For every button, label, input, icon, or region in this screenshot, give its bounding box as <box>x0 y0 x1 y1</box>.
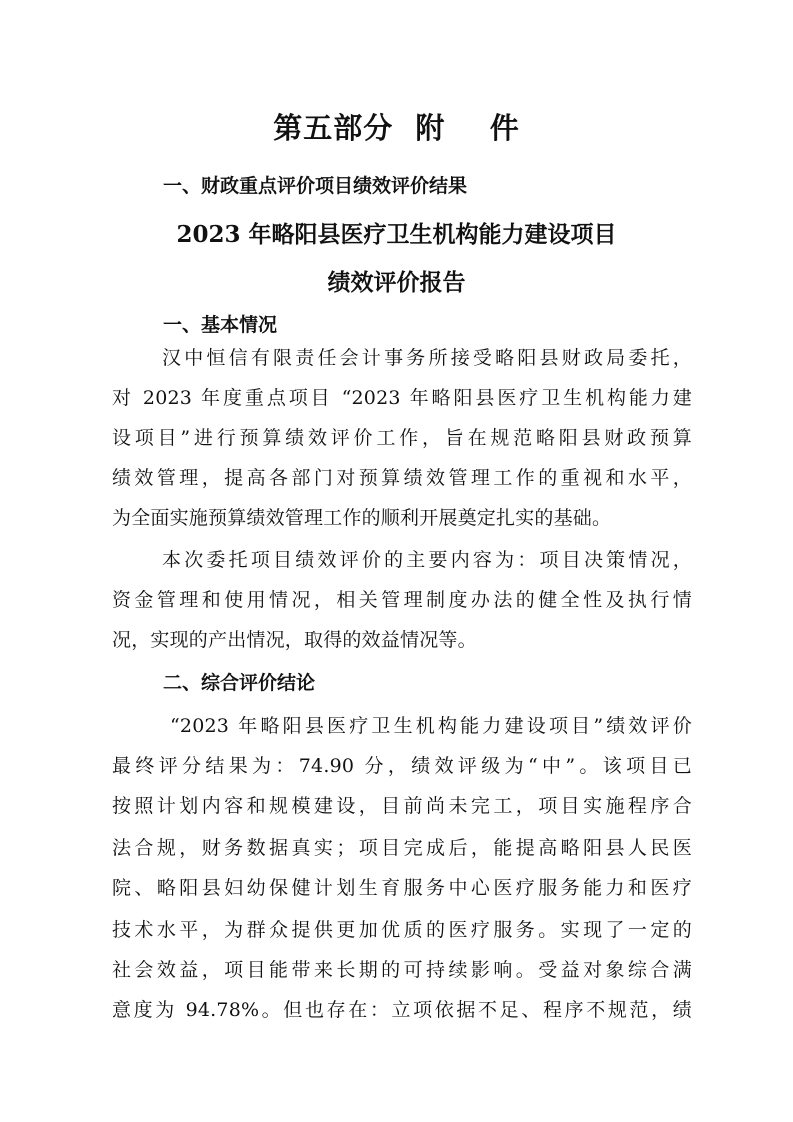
para2-line3: 况，实现的产出情况，取得的效益情况等。 <box>112 629 477 651</box>
para3-line2: 最终评分结果为：74.90 分，绩效评级为“中”。该项目已 <box>112 755 692 777</box>
para3-line3: 按照计划内容和规模建设，目前尚未完工，项目实施程序合 <box>112 795 692 817</box>
para1-line1: 汉中恒信有限责任会计事务所接受略阳县财政局委托， <box>162 347 692 369</box>
para1-line3: 设项目”进行预算绩效评价工作，旨在规范略阳县财政预算 <box>112 427 692 449</box>
report-title-line1: 2023 年略阳县医疗卫生机构能力建设项目 <box>176 221 617 248</box>
section1-heading: 一、财政重点评价项目绩效评价结果 <box>163 175 468 197</box>
report-title-line2: 绩效评价报告 <box>327 269 466 296</box>
para2-line2: 资金管理和使用情况，相关管理制度办法的健全性及执行情 <box>112 589 692 611</box>
para3-line8: 意度为 94.78%。但也存在：立项依据不足、程序不规范，绩 <box>112 999 692 1021</box>
para1-line4: 绩效管理，提高各部门对预算绩效管理工作的重视和水平， <box>112 467 692 489</box>
para3-line5: 院、略阳县妇幼保健计划生育服务中心医疗服务能力和医疗 <box>112 877 692 899</box>
basic-info-heading: 一、基本情况 <box>163 314 278 336</box>
conclusion-heading: 二、综合评价结论 <box>163 672 316 694</box>
part-title: 第五部分 附 件 <box>273 111 520 145</box>
para2-line1: 本次委托项目绩效评价的主要内容为：项目决策情况， <box>162 549 692 571</box>
para3-line1: “2023 年略阳县医疗卫生机构能力建设项目”绩效评价 <box>170 715 692 737</box>
para1-line5: 为全面实施预算绩效管理工作的顺利开展奠定扎实的基础。 <box>112 507 612 529</box>
para1-line2: 对 2023 年度重点项目 “2023 年略阳县医疗卫生机构能力建 <box>112 387 692 409</box>
para3-line6: 技术水平，为群众提供更加优质的医疗服务。实现了一定的 <box>112 919 692 941</box>
para3-line4: 法合规，财务数据真实；项目完成后，能提高略阳县人民医 <box>112 837 692 859</box>
para3-line7: 社会效益，项目能带来长期的可持续影响。受益对象综合满 <box>112 959 692 981</box>
